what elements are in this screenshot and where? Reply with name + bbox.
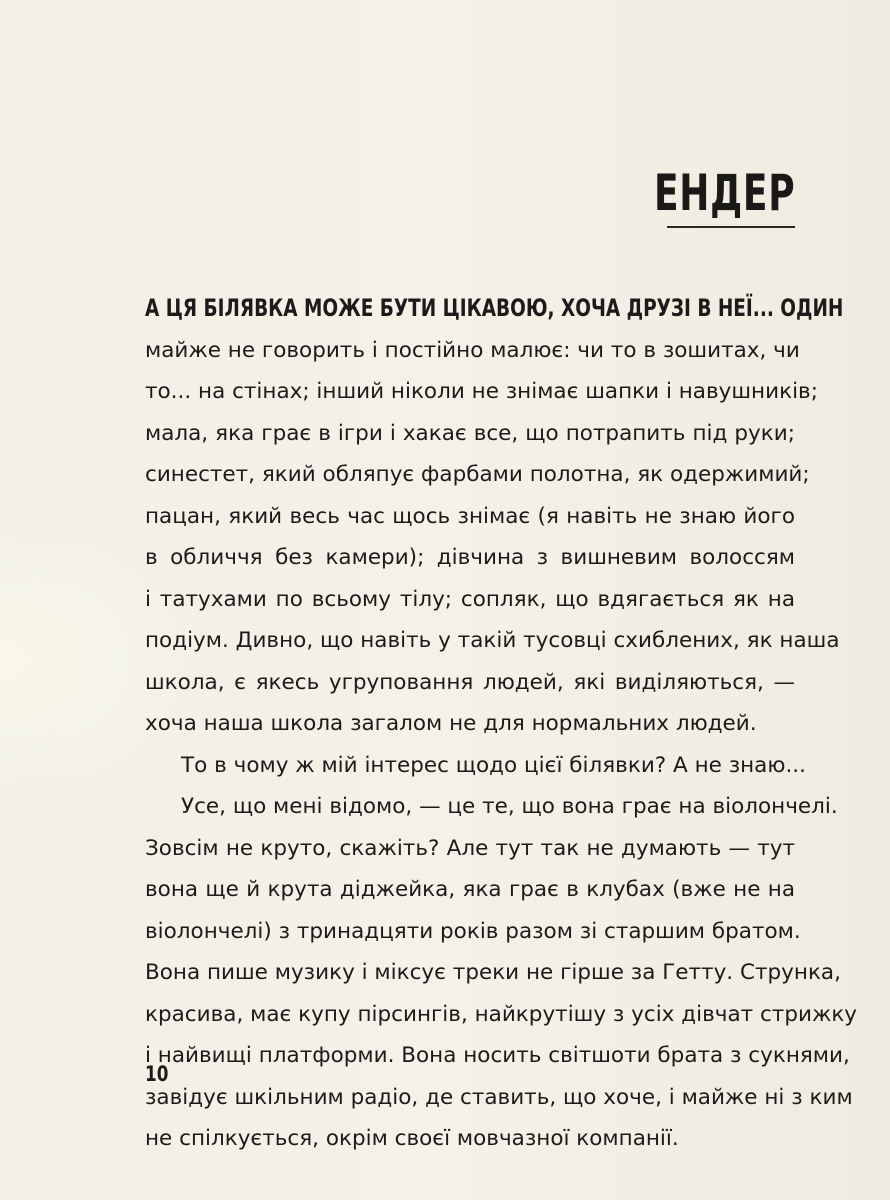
text-line: То в чому ж мій інтерес щодо цієї білявки? А не знаю... <box>181 752 806 778</box>
chapter-title: ЕНДЕР <box>653 164 795 222</box>
text-line: майже не говорить і постійно малює: чи то в зошитах, чи <box>145 337 800 363</box>
text-line: Зовсім не круто, скажіть? Але тут так не думають — тут <box>145 835 795 861</box>
text-line: завідує шкільним радіо, де ставить, що хоче, і майже ні з ким <box>145 1084 853 1110</box>
text-line: Вона пише музику і міксує треки не гірше за Гетту. Струнка, <box>145 960 841 985</box>
text-line: в обличчя без камери); дівчина з вишневим волоссям <box>145 545 795 570</box>
text-line: то... на стінах; інший ніколи не знімає шапки і навушників; <box>145 379 818 404</box>
text-line: вона ще й крута діджейка, яка грає в клубах (вже не на <box>145 877 795 902</box>
text-line: пацан, який весь час щось знімає (я навіть не знаю його <box>145 503 795 529</box>
body-text <box>145 288 858 1160</box>
lead-line: А ЦЯ БІЛЯВКА МОЖЕ БУТИ ЦІКАВОЮ, ХОЧА ДРУЗІ В НЕЇ... ОДИН <box>145 294 844 322</box>
text-line: подіум. Дивно, що навіть у такій тусовці схиблених, як наша <box>145 628 840 653</box>
text-line: школа, є якесь угруповання людей, які виділяються, — <box>145 669 795 695</box>
text-line: і татухами по всьому тілу; сопляк, що вдягається як на <box>145 586 795 612</box>
text-line: синестет, який обляпує фарбами полотна, як одержимий; <box>145 462 810 487</box>
page-number: 10 <box>145 1062 169 1086</box>
title-underline <box>667 226 795 228</box>
text-line: віолончелі) з тринадцяти років разом зі старшим братом. <box>145 918 801 944</box>
text-line: Усе, що мені відомо, — це те, що вона грає на віолончелі. <box>181 794 838 819</box>
text-line: мала, яка грає в ігри і хакає все, що потрапить під руки; <box>145 420 795 446</box>
text-line: і найвищі платформи. Вона носить світшоти брата з сукнями, <box>145 1043 850 1068</box>
text-line: красива, має купу пірсингів, найкрутішу з усіх дівчат стрижку <box>145 1001 858 1027</box>
text-line: хоча наша школа загалом не для нормальних людей. <box>145 711 757 736</box>
text-line: не спілкується, окрім своєї мовчазної компанії. <box>145 1126 679 1151</box>
